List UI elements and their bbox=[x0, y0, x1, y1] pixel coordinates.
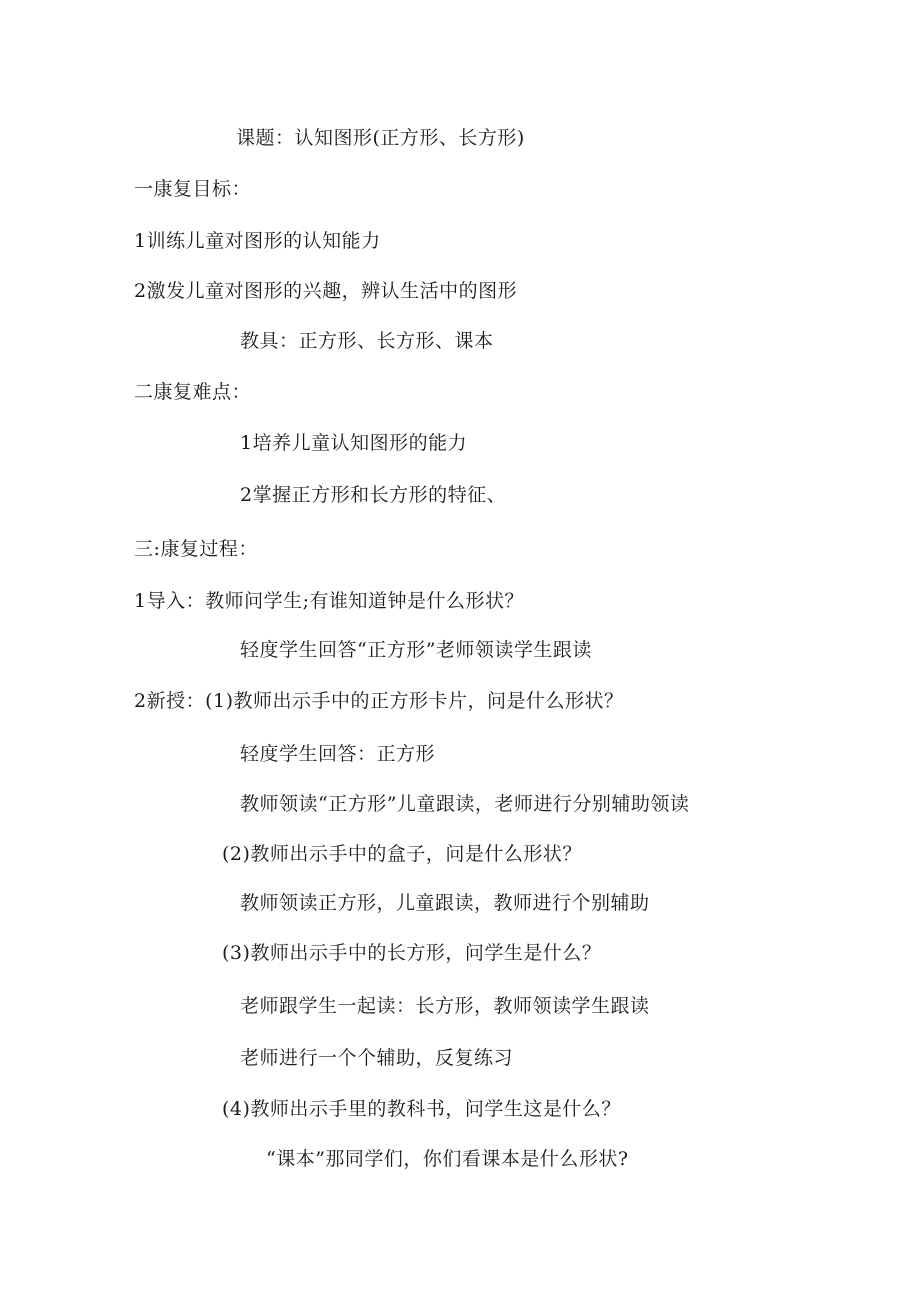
section-heading-process: 三:康复过程： bbox=[134, 538, 258, 560]
difficulty-item-2: 2掌握正方形和长方形的特征、 bbox=[240, 484, 507, 506]
process-intro-line: 1导入：教师问学生;有谁知道钟是什么形状？ bbox=[134, 590, 524, 612]
process-text-line: “课本”那同学们，你们看课本是什么形状? bbox=[266, 1148, 629, 1170]
teaching-aids-line: 教具：正方形、长方形、课本 bbox=[240, 330, 494, 352]
section-heading-goals: 一康复目标： bbox=[134, 178, 252, 200]
process-text-line: 轻度学生回答：正方形 bbox=[240, 743, 436, 765]
process-text-line: 老师跟学生一起读：长方形，教师领读学生跟读 bbox=[240, 995, 650, 1017]
process-text-line: 教师领读正方形，儿童跟读，教师进行个别辅助 bbox=[240, 892, 650, 914]
goal-item-2: 2激发儿童对图形的兴趣，辨认生活中的图形 bbox=[134, 280, 518, 302]
process-new-lesson-line: 2新授：(1)教师出示手中的正方形卡片，问是什么形状？ bbox=[134, 690, 624, 712]
process-step-3: (3)教师出示手中的长方形，问学生是什么？ bbox=[222, 942, 602, 964]
process-text-line: 教师领读“正方形”儿童跟读，老师进行分别辅助领读 bbox=[240, 793, 690, 815]
process-step-2: (2)教师出示手中的盒子，问是什么形状？ bbox=[222, 843, 582, 865]
process-step-4: (4)教师出示手里的教科书，问学生这是什么？ bbox=[222, 1098, 621, 1120]
page-title: 课题：认知图形(正方形、长方形) bbox=[236, 127, 525, 149]
goal-item-1: 1训练儿童对图形的认知能力 bbox=[134, 230, 381, 252]
process-text-line: 老师进行一个个辅助，反复练习 bbox=[240, 1047, 514, 1069]
section-heading-difficulties: 二康复难点： bbox=[134, 381, 252, 403]
process-text-line: 轻度学生回答“正方形”老师领读学生跟读 bbox=[240, 639, 592, 661]
difficulty-item-1: 1培养儿童认知图形的能力 bbox=[240, 432, 468, 454]
